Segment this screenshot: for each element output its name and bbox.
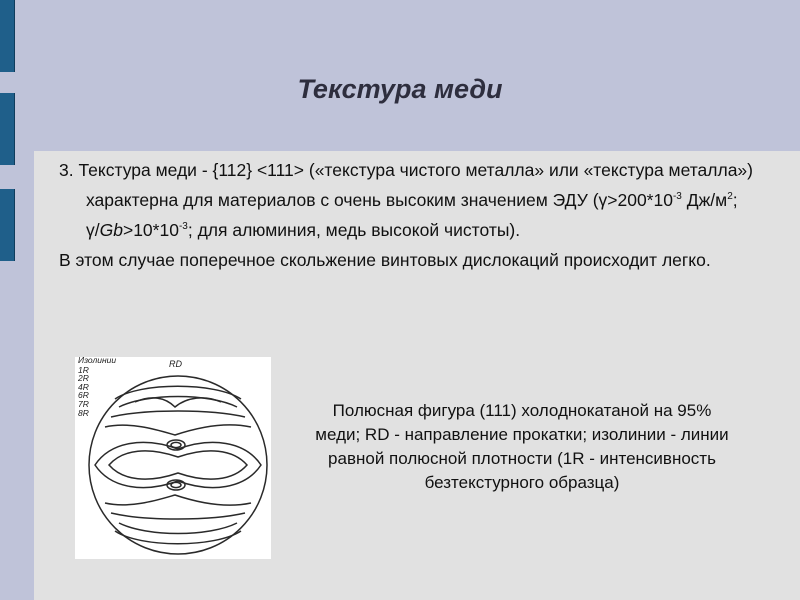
content-panel bbox=[34, 151, 800, 600]
legend-item-6: 8R bbox=[78, 407, 89, 418]
p1-part2: Дж/м bbox=[681, 190, 728, 210]
isoline-top-4 bbox=[111, 411, 245, 417]
decor-tab-3 bbox=[0, 189, 15, 261]
legend-item-3: 4R bbox=[78, 381, 89, 392]
isoline-top-5 bbox=[105, 425, 251, 435]
decor-tab-1 bbox=[0, 0, 15, 72]
p1-part1: 3. Текстура меди - {112} <111> («текстура чистого металла» или «текстура металла») характерна для материалов с очень высоким значением ЭДУ (γ>200*10 bbox=[59, 160, 753, 210]
p1-part5: ; для алюминия, медь высокой чистоты). bbox=[187, 220, 521, 240]
p1-part3: ; γ/ bbox=[86, 190, 738, 240]
legend-item-5: 7R bbox=[78, 398, 89, 409]
rd-label: RD bbox=[169, 359, 182, 369]
p1-sup3: -3 bbox=[178, 221, 188, 232]
legend-item-4: 6R bbox=[78, 390, 89, 401]
legend-item-2: 2R bbox=[78, 373, 89, 384]
legend-item-1: 1R bbox=[78, 364, 89, 375]
isoline-bottom-2 bbox=[119, 523, 237, 534]
isoline-bottom-3 bbox=[111, 513, 245, 519]
pole-figure bbox=[75, 357, 271, 559]
p1-sup1: -3 bbox=[672, 191, 682, 202]
p1-sup2: 2 bbox=[727, 191, 733, 202]
isoline-legend bbox=[78, 356, 116, 417]
paragraph-cross-slip: В этом случае поперечное скольжение винтовых дислокаций происходит легко. bbox=[59, 250, 711, 270]
slide-title: Текстура меди bbox=[297, 74, 503, 104]
figure-caption: Полюсная фигура (111) холоднокатаной на 95% меди; RD - направление прокатки; изолинии - линии равной полюсной плотности (1R - интенсивность безтекстурного образца) bbox=[315, 401, 729, 492]
paragraph-texture bbox=[59, 155, 779, 245]
legend-title: Изолинии bbox=[78, 355, 117, 365]
isoline-center-inner bbox=[109, 451, 247, 479]
pole-spot-bottom-inner bbox=[171, 482, 181, 487]
isoline-bottom-4 bbox=[105, 495, 251, 505]
body-text bbox=[59, 155, 779, 275]
p1-italic-gb: Gb bbox=[99, 220, 123, 240]
p1-part4: >10*10 bbox=[122, 220, 179, 240]
pole-spot-top-inner bbox=[171, 442, 181, 447]
